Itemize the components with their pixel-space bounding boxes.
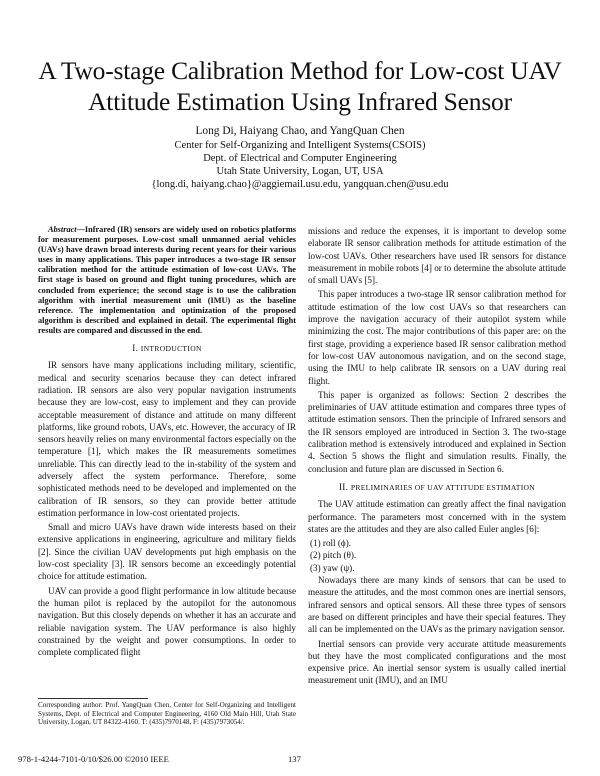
right-paragraph-6: Inertial sensors can provide very accurate attitude measurements but they have the most complicated configurations and the most expensive price. An inertial sensor system is usually called inertial measurement unit (IMU), and an IMU <box>308 638 566 686</box>
left-column <box>38 225 296 660</box>
paper-title-line-2: Attitude Estimation Using Infrared Sensor <box>88 87 512 116</box>
right-paragraph-2: This paper introduces a two-stage IR sensor calibration method for attitude estimation of the low cost UAVs so that researchers can improve the navigation accuracy of their autopilot system while minimizing the cost. The major contributions of this paper are: on the first stage, providing a experience based IR sensor calibration method for low-cost UAV autonomous navigation, and on the second stage, using the IMU to help calibrate IR sensors on a UAV during real flight. <box>308 289 566 386</box>
paper-title-line-1: A Two-stage Calibration Method for Low-cost UAV <box>38 56 562 85</box>
intro-paragraph-2: Small and micro UAVs have drawn wide interests based on their extensive applications in engineering, agriculture and military fields [2]. Since the civilian UAV developments put high emphasis on the low-cost speciality [3]. IR sensors become an exceedingly potential choice for attitude estimation. <box>38 522 296 582</box>
footnote: Corresponding author: Prof. YangQuan Chen, Center for Self-Organizing and Intelligent Systems, Dept. of Electrical and Computer Engineering, 4160 Old Main Hill, Utah State University, Logan, UT 84322-4160. T: (435)7970148, F: (435)7973054/. <box>38 701 296 727</box>
copyright-footer: 978-1-4244-7101-0/10/$26.00 ©2010 IEEE <box>18 754 169 764</box>
intro-paragraph-3: UAV can provide a good flight performance in low altitude because the human pilot is replaced by the autopilot for the autonomous navigation. But this closely depends on whether it has an accurate and reliable navigation system. The UAV performance is also highly constrained by the weight and power consumptions. In order to complete complicated flight <box>38 585 296 658</box>
abstract <box>38 225 296 336</box>
section-heading-preliminaries <box>308 481 566 494</box>
right-paragraph-3: This paper is organized as follows: Section 2 describes the preliminaries of UAV attitude estimation and compares three types of attitude estimation sensors. Then the principle of Infrared sensors and the IR sensors employed are introduced in Section 3. The two-stage calibration method is extensively introduced and explained in Section 4. Section 5 shows the flight and simulation results. Finally, the conclusion and future plan are discussed in Section 6. <box>308 389 566 474</box>
abstract-label: Abstract <box>48 225 77 234</box>
author-names: Long Di, Haiyang Chao, and YangQuan Chen <box>195 125 405 137</box>
right-paragraph-1: missions and reduce the expenses, it is important to develop some elaborate IR sensor calibration methods for attitude estimation of the low-cost UAVs. Other researchers have used IR sensors for distance measurement in mobile robots [4] or to determine the absolute attitude of small UAVs [5]. <box>308 226 566 286</box>
affiliation-line-2: Dept. of Electrical and Computer Engineering <box>203 153 397 164</box>
list-item: (2) pitch (θ). <box>310 550 357 561</box>
right-paragraph-4: The UAV attitude estimation can greatly affect the final navigation performance. The parameters most concerned with in the system states are the attitudes and they are also called Euler angles [6]: <box>308 499 566 534</box>
intro-paragraph-1: IR sensors have many applications including military, scientific, medical and security scenarios because they can detect infrared radiation. IR sensors are also very popular navigation instruments because they are low-cost, easy to implement and they can provide acceptable measurement of distance and attitude on many different platforms, like ground robots, UAVs, etc. However, the accuracy of IR sensors heavily relies on many environmental factors especially on the temperature [1], which makes the IR measurements sometimes unreliable. This can directly lead to the in-stability of the system and adversely affect the system performance. Therefore, some sophisticated methods need to be developed and implemented on the calibration of IR sensors, so they can provide better attitude estimation performance in low-cost orientated projects. <box>38 360 296 518</box>
affiliation-line-3: Utah State University, Logan, UT, USA <box>216 166 384 177</box>
author-block <box>0 125 600 191</box>
right-paragraph-5: Nowadays there are many kinds of sensors that can be used to measure the attitudes, and the most common ones are inertial sensors, infrared sensors and optical sensors. All these three types of sensors are based on different principles and have their special features. They all can be implemented on the UAVs as the primary navigation sensor. <box>308 575 566 635</box>
affiliation-emails: {long.di, haiyang.chao}@aggiemail.usu.edu, yangquan.chen@usu.edu <box>151 179 449 190</box>
page-number: 137 <box>288 754 301 764</box>
affiliation-line-1: Center for Self-Organizing and Intelligent Systems(CSOIS) <box>174 140 426 151</box>
section-title: INTRODUCTION <box>140 344 202 354</box>
section-title: PRELIMINARIES OF UAV ATTITUDE ESTIMATION <box>350 482 536 492</box>
section-number: II. <box>338 481 349 492</box>
footnote-rule <box>38 698 148 699</box>
section-number: I. <box>132 343 139 354</box>
right-column <box>308 225 566 689</box>
list-item: (1) roll (ϕ). <box>310 538 352 549</box>
euler-angle-list <box>310 537 566 574</box>
list-item: (3) yaw (ψ). <box>310 562 355 573</box>
abstract-text: —Infrared (IR) sensors are widely used on robotics platforms for measurement purposes. Low-cost small unmanned aerial vehicles (UAVs) have drawn broad interests during recent years for their various uses in many applications. This paper introduces a two-stage IR sensor calibration method for the attitude estimation of low-cost UAVs. The first stage is based on ground and flight tuning procedures, which are concluded from experience; the second stage is to use the calibration algorithm with inertial measurement unit (IMU) as the baseline reference. The implementation and optimization of the proposed algorithm is described and explained in detail. The experimental flight results are compared and discussed in the end. <box>38 225 296 335</box>
section-heading-introduction <box>38 342 296 355</box>
